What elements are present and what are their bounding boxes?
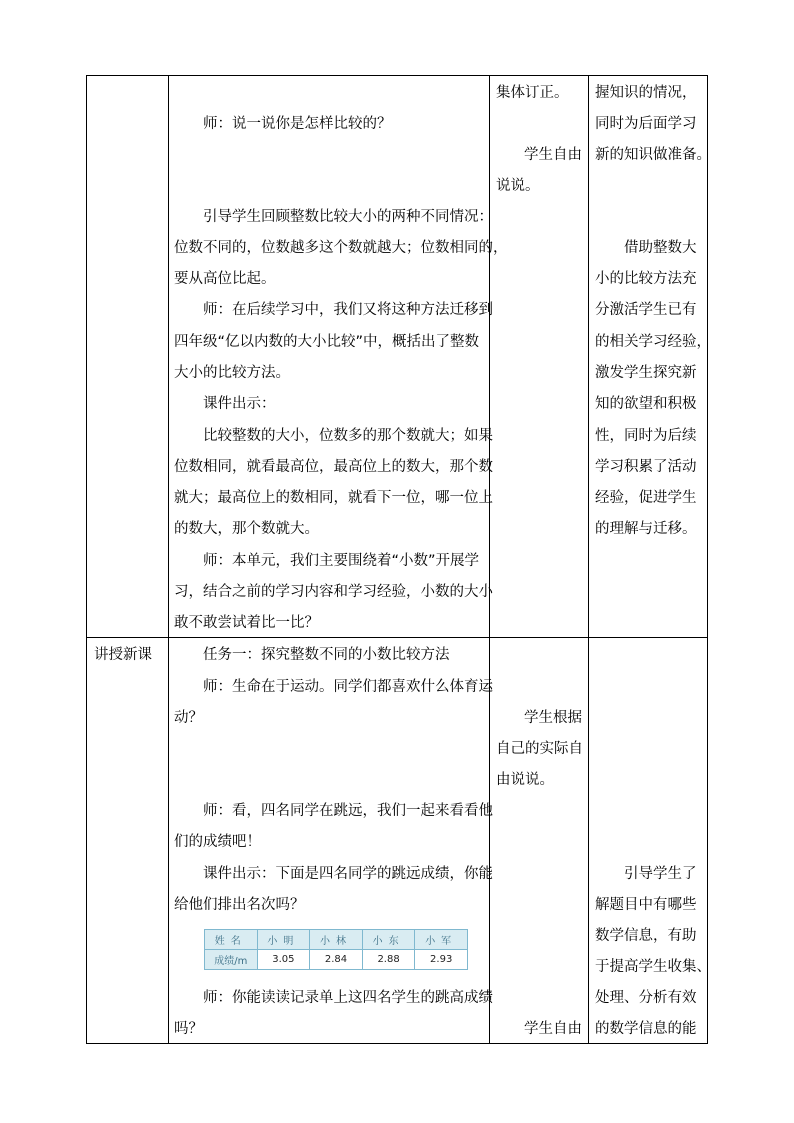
compare-rule-line-2: 位数相同，就看最高位，最高位上的数大，那个数 (174, 459, 493, 475)
header-xiaojun: 小军 (415, 930, 468, 950)
design-intent-1-line-3: 新的知识做准备。 (595, 147, 711, 163)
student-activity-free-talk-1: 学生自由 (524, 147, 582, 163)
courseware-rank-line-2: 给他们排出名次吗？ (174, 897, 305, 913)
score-xiaoming: 3.05 (257, 950, 310, 970)
design-intent-3-line-6: 的数学信息的能 (595, 1021, 697, 1037)
score-xiaodong: 2.88 (362, 950, 415, 970)
teacher-jump-line-1: 师：看，四名同学在跳远，我们一起来看看他 (203, 803, 493, 819)
score-table-score-row (205, 950, 468, 970)
design-intent-3-line-3: 数学信息，有助 (595, 928, 697, 944)
design-intent-1-line-1: 握知识的情况， (595, 85, 697, 101)
task-one-title: 任务一：探究整数不同的小数比较方法 (203, 647, 450, 663)
compare-rule-line-4: 的数大，那个数就大。 (174, 521, 319, 537)
header-xiaoming: 小明 (257, 930, 310, 950)
long-jump-score-table (204, 929, 468, 970)
student-activity-free-talk-3: 学生自由 (524, 1021, 582, 1037)
teacher-transfer-line-2: 四年级“亿以内数的大小比较”中，概括出了整数 (174, 334, 480, 350)
teacher-transfer-line-3: 大小的比较方法。 (174, 365, 290, 381)
table-border-top (86, 75, 708, 76)
student-activity-own-1: 学生根据 (524, 710, 582, 726)
header-name: 姓名 (205, 930, 258, 950)
design-intent-3-line-5: 处理、分析有效 (595, 990, 697, 1006)
teacher-read-line-1: 师：你能读读记录单上这四名学生的跳高成绩 (203, 990, 493, 1006)
teacher-unit-line-2: 习，结合之前的学习内容和学习经验，小数的大小 (174, 584, 493, 600)
compare-rule-line-1: 比较整数的大小，位数多的那个数就大；如果 (203, 428, 493, 444)
design-intent-2-line-3: 分激活学生已有 (595, 302, 697, 318)
header-xiaolin: 小林 (310, 930, 363, 950)
design-intent-2-line-8: 学习积累了活动 (595, 459, 697, 475)
teacher-unit-line-3: 敢不敢尝试着比一比？ (174, 615, 319, 631)
table-col-divider-1 (168, 75, 169, 1044)
student-activity-correct: 集体订正。 (496, 85, 569, 101)
design-intent-3-line-4: 于提高学生收集、 (595, 959, 711, 975)
table-col-divider-3 (588, 75, 589, 1044)
student-activity-own-2: 自己的实际自 (496, 741, 583, 757)
courseware-label-2: 课件出示：下面是四名同学的跳远成绩，你能 (203, 866, 493, 882)
score-xiaojun: 2.93 (415, 950, 468, 970)
courseware-label-1: 课件出示： (203, 396, 276, 412)
score-table-header-row (205, 930, 468, 950)
score-xiaolin: 2.84 (310, 950, 363, 970)
design-intent-2-line-1: 借助整数大 (624, 240, 697, 256)
design-intent-2-line-6: 知的欲望和积极 (595, 396, 697, 412)
design-intent-3-line-2: 解题目中有哪些 (595, 897, 697, 913)
student-activity-own-3: 由说说。 (496, 772, 554, 788)
teacher-unit-line-1: 师：本单元，我们主要围绕着“小数”开展学 (203, 553, 480, 569)
design-intent-2-line-5: 激发学生探究新 (595, 365, 697, 381)
guide-review-line-1: 引导学生回顾整数比较大小的两种不同情况： (203, 209, 493, 225)
design-intent-2-line-2: 小的比较方法充 (595, 271, 697, 287)
row-label-score: 成绩/m (205, 950, 258, 970)
design-intent-3-line-1: 引导学生了 (624, 866, 697, 882)
teacher-question-compare: 师：说一说你是怎样比较的？ (203, 116, 392, 132)
design-intent-2-line-10: 的理解与迁移。 (595, 521, 697, 537)
design-intent-2-line-9: 经验，促进学生 (595, 490, 697, 506)
header-xiaodong: 小东 (362, 930, 415, 950)
guide-review-line-3: 要从高位比起。 (174, 271, 276, 287)
teacher-transfer-line-1: 师：在后续学习中，我们又将这种方法迁移到 (203, 302, 493, 318)
section-label: 讲授新课 (94, 647, 152, 663)
student-activity-free-talk-2: 说说。 (496, 178, 540, 194)
guide-review-line-2: 位数不同的，位数越多这个数就越大；位数相同的， (174, 240, 508, 256)
table-border-left (86, 75, 87, 1044)
compare-rule-line-3: 就大；最高位上的数相同，就看下一位，哪一位上 (174, 490, 493, 506)
teacher-sports-line-2: 动？ (174, 710, 203, 726)
table-row-divider (86, 637, 708, 638)
table-border-right (707, 75, 708, 1044)
teacher-jump-line-2: 们的成绩吧！ (174, 834, 261, 850)
table-border-bottom (86, 1043, 708, 1044)
design-intent-2-line-7: 性，同时为后续 (595, 428, 697, 444)
teacher-read-line-2: 吗？ (174, 1021, 203, 1037)
teacher-sports-line-1: 师：生命在于运动。同学们都喜欢什么体育运 (203, 679, 493, 695)
design-intent-1-line-2: 同时为后面学习 (595, 116, 697, 132)
design-intent-2-line-4: 的相关学习经验， (595, 334, 711, 350)
